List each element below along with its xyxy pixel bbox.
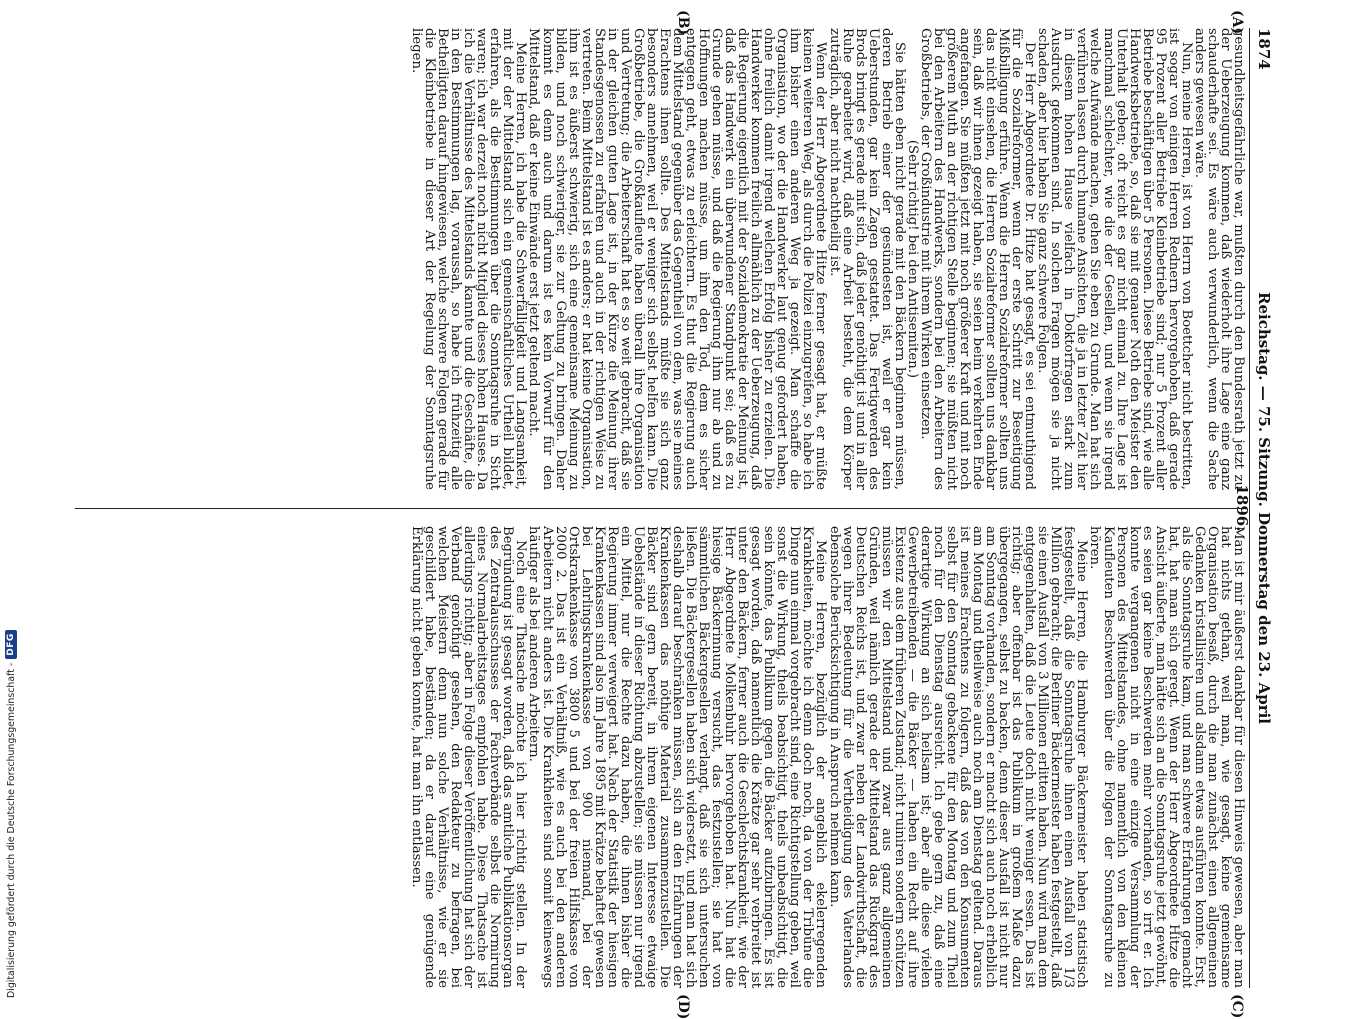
left-column-paragraph: gesundheitsgefährliche war, mußten durch den Bundesrath jetzt zu der Ueberzeugung kommen, daß wiederholt ihre Lage eine ganz schauderhafte sei. Es wäre auch verwunderlich, wenn die Sache anders gewesen wäre.: [1191, 28, 1246, 490]
right-column-paragraph: Meine Herren, die Hamburger Bäckermeister haben statistisch festgestellt, daß die Sonntagsruhe ihnen einen Ausfall von 1/3 Million gebracht; die Berliner Bäckermeister haben festgestellt, daß sie einen Ausfall von 3 Millionen erlitten haben. Nun wird man dem entgegenhalten, daß die Leute doch nicht weniger essen. Das ist richtig; aber offenbar ist das Publikum in großem Maße dazu übergegangen, selbst zu backen, denn dieser Ausfall ist nicht nur am Sonntag vorhanden, sondern er macht sich auch noch erheblich am Montag und theilweise auch noch am Dienstag geltend. Daraus ist meines Erachtens zu folgern, daß das von den Konsumenten selbst für den Sonntag gebackene für den Montag und zum Theil noch für den Dienstag ausreicht. Ich gebe gern zu, daß eine derartige Wirkung an sich heilsam ist; aber alle diese vielen Gewerbetreibenden — die Bäcker — haben ein Recht auf ihre Existenz aus dem früheren Zustand; nicht ruiniren sondern schützen müssen wir den Mittelstand und zwar aus ganz allgemeinen Gründen, weil nämlich gerade der Mittelstand das Rückgrat des Deutschen Reichs ist, und zwar neben der Landwirthschaft, die wegen ihrer Bedeutung für die Vertheidigung des Vaterlandes ebensolche Berücksichtigung in Anspruch nehmen kann.: [826, 526, 1090, 988]
dfg-logo: DFG: [5, 630, 17, 659]
page-header: [1233, 28, 1275, 988]
left-column: [410, 28, 1245, 490]
right-column-paragraph: Noch eine Thatsache möchte ich hier richtig stellen. In der Begründung ist gesagt worden, daß das amtliche Publikationsorgan des Zentralausschusses der Fachverbände selbst die Normirung eines Normalarbeitstages empfohlen habe. Diese Thatsache ist allerdings richtig; aber in Folge dieser Veröffentlichung hat sich der Verband genöthigt gesehen, den Redakteur zu befragen, bei welchen Meistern denn nun solche Verhältnisse, wie er sie geschildert habe, beständen; da er darauf eine genügende Erklärung nicht geben konnte, hat man ihn entlassen.: [409, 526, 529, 988]
column-divider: [75, 508, 1245, 509]
left-column-paragraph: Sie hätten eben nicht gerade mit den Bäckern beginnen müssen, deren Betrieb einer der gesündesten ist, weil er gar kein Ueberstunden, gar kein Zagen gestattet. Das Fertigwerden des Brods bringt es gerade mit sich, daß jeder genöthigt ist und in aller Ruhe gearbeitet wird, daß eine Arbeit besteht, die dem Körper zuträglich, aber nicht nachtheilig ist.: [826, 28, 907, 490]
margin-letter-d: (D): [675, 994, 691, 1019]
left-column-paragraph: Der Herr Abgeordnete Dr. Hitze hat gesagt, es sei entmuthigend für die Sozialreformer, wenn der erste Schritt zur Beseitigung Mißbilligung erführe. Wenn die Herren Sozialreformer sollten uns das nicht einsehen, die Herren Sozialreformer sollten uns dankbar sein, daß wir ihnen gezeigt haben, sie seien beim verkehrten Ende angefangen. Sie müßten jetzt mit noch größerer Kraft und mit noch größerem Muth an der richtigen Stelle beginnen; sie müßten nicht bei den Arbeitern des Handwerks, sondern bei den Arbeitern des Großbetriebs, der Großindustrie mit ihrem Wirken einsetzen.: [917, 28, 1038, 490]
left-column-paragraph: Meine Herren, ich habe die Schwerfälligkeit und Langsamkeit, mit der der Mittelstand sich ein gemeinschaftliches Urtheil bildet, erfahren, als die Bestimmungen über die Sonntagsruhe in Sicht waren; ich war derzeit noch nicht Mitglied dieses hohen Hauses. Da ich die Verhältnisse des Mittelstands kannte und die Geschäfte, die in den Bestimmungen lag, voraussah, so habe ich frühzeitig alle Betheiligten darauf hingewiesen, welche schwere Folgen gerade für die Kleinbetriebe in dieser Art der Regelung der Sonntagsruhe liegen.: [409, 28, 529, 490]
margin-letter-b: (B): [675, 10, 691, 36]
page-number: 1874: [1255, 28, 1273, 70]
margin-letter-a: (A): [1229, 10, 1245, 35]
right-column-paragraph: Meine Herren, bezüglich der angeblich ekelerregenden Krankheiten, möchte ich denn doch noch, da von der Tribüne die Dinge nun einmal vorgebracht sind, eine Richtigstellung geben, weil sonst die Wirkung, theils beabsichtigt, theils unbeabsichtigt, die sein könnte, das Publikum gegen die Bäcker aufzubringen. Es ist gesagt worden, daß namentlich die Krätze gar sehr verbreitet ist unter den Bäckern, ferner auch die Geschlechtskrankheit, wie der Herr Abgeordnete Molkenbuhr hervorgehoben hat. Nun hat die hiesige Bäckerinnung versucht, das festzustellen; sie hat von sämmtlichen Bäckergesellen verlangt, daß sie sich untersuchen ließen. Die Bäckergesellen haben sich widersetzt, und man hat sich deshalb darauf beschränken müssen, sich an den Erfahrungen der Krankenkassen das nöthige Material zusammenzustellen. Die Bäcker sind gern bereit, in ihrem eigenen Interesse etwaige Uebelstände in dieser Richtung abzustellen; sie müssen nur irgend ein Mittel, nur die Rechte dazu haben, die ihnen bisher die Regierung immer verweigert hat. Nach der Statistik der hiesigen Krankenkassen sind also im Jahre 1895 mit Krätze behaftet gewesen bei Lehrlingskrankenkasse von 900 niemand, bei der Ortskrankenkasse von 3800 5 und bei der freien Hilfskasse von 2000 2. Das ist ein Verhältniß, wie es auch bei den anderen Arbeitern nicht anders ist. Die Krankheiten sind somit keineswegs häufiger als bei anderen Arbeitern.: [526, 526, 829, 988]
margin-letter-c: (C): [1229, 994, 1245, 1019]
digitization-credit: [2, 598, 20, 998]
left-column-paragraph: Nun, meine Herren, ist von Herrn von Boettcher nicht bestritten, ist sogar von einigen Herren Rednern hervorgehoben, daß gerade 95 Prozent aller Betriebe Kleinbetriebe sind; nur 5 Prozent aller Betriebe beschäftigen über 5 Personen. Diese Betriebe sind, wie alle Handwerksbetriebe, so, daß sie mit genauer Noth den Meister den Unterhalt geben; oft reicht es gar nicht einmal zu. Ihre Lage ist manchmal schlechter, wie die der Gesellen, und wenn sie irgend welche Aufwände machen, gehen Sie eben zu Grunde. Man hat sich verführen lassen durch humane Ansichten, die ja in letzter Zeit hier in diesem hohen Hause vielfach in Doktorfragen stark zum Ausdruck gekommen sind. In solchen Fragen mögen sie ja nicht schaden, aber hier haben Sie ganz schwere Folgen.: [1035, 28, 1194, 490]
right-column: [410, 526, 1245, 988]
rotated-page-content: [45, 10, 1275, 1019]
credit-text: Digitalisierung gefördert durch die Deutsche Forschungsgemeinschaft -: [5, 662, 17, 998]
left-column-paragraph: Wenn der Herr Abgeordnete Hitze ferner gesagt hat, er müßte keinen weiteren Weg, als durch die Polizei einzugreifen, so habe ich ihm bisher einen anderen Weg ja gezeigt. Man schaffe die Organisation, wo der die Handwerker laut genug gefordert haben, ohne freilich damit irgend welchen Erfolg bisher zu erzielen. Die Handwerker kommen freilich allmählich zu der Ueberzeugung, daß die Regierung eigentlich mit der Sozialdemokratie der Meinung ist, daß das Handwerk ein überwundener Standpunkt sei; daß es zu Grunde gehen müsse, und daß die Regierung ihm nur ab und zu Hoffnungen machen müsse, um ihm den Tod, dem es sicher entgegen geht, etwas zu erleichtern. Es thut die Regierung auch dem Mittelstand gegenüber das Gegentheil von dem, was sie meines Erachtens ihnen sollte. Des Mittelstands müßte sie sich ganz besonders annehmen, weil er weniger sich selbst helfen kann. Die Großbetriebe, die Großkaufleute haben überall ihre Organisation und Vertretung; die Arbeiterschaft hat es so weit gebracht, daß sie in der gleichen guten Lage ist, in der Kürze die Meinung ihrer Standesgenossen zu erfahren und auch in der richtigen Weise zu vertreten. Beim Mittelstand ist es anders; er hat keine Organisation, ihm ist es äußerst schwierig, sich eine gemeinsame Meinung zu bilden, und noch schwieriger, sie zur Geltung zu bringen. Daher kommt es denn auch und darum ist es kein Vorwurf für den Mittelstand, daß er keine Einwände erst jetzt geltend macht.: [526, 28, 829, 490]
header-rule: [1249, 28, 1250, 988]
running-head: Reichstag. — 75. Sitzung. Donnerstag den 23. April 1896.: [1233, 291, 1273, 724]
left-column-paragraph: (Sehr richtig! bei den Antisemiten.): [904, 139, 920, 379]
right-column-paragraph: Man ist mir äußerst dankbar für diesen Hinweis gewesen, aber man hat nichts gethan, weil man, wie gesagt, keine gemeinsame Organisation besaß, durch die man zunächst einen allgemeinen Gedanken kristallisiren und alsdann etwas ausführen konnte. Erst, als die Sonntagsruhe kam, und man schwere Erfahrungen gemacht hat, hat man sich geregt. Wenn der Herr Abgeordnete Hitze die Ansicht äußerte, man hätte sich an die Sonntagsruhe jetzt gewöhnt, es seien gar keine Beschwerden mehr vorhanden, so irrt er. Ich konnte vergangenen nicht in eine einzige Versammlung der Personen des Mittelstandes, ohne namentlich von den kleinen Kaufleuten Beschwerden über die Folgen der Sonntagsruhe zu hören.: [1087, 526, 1246, 988]
